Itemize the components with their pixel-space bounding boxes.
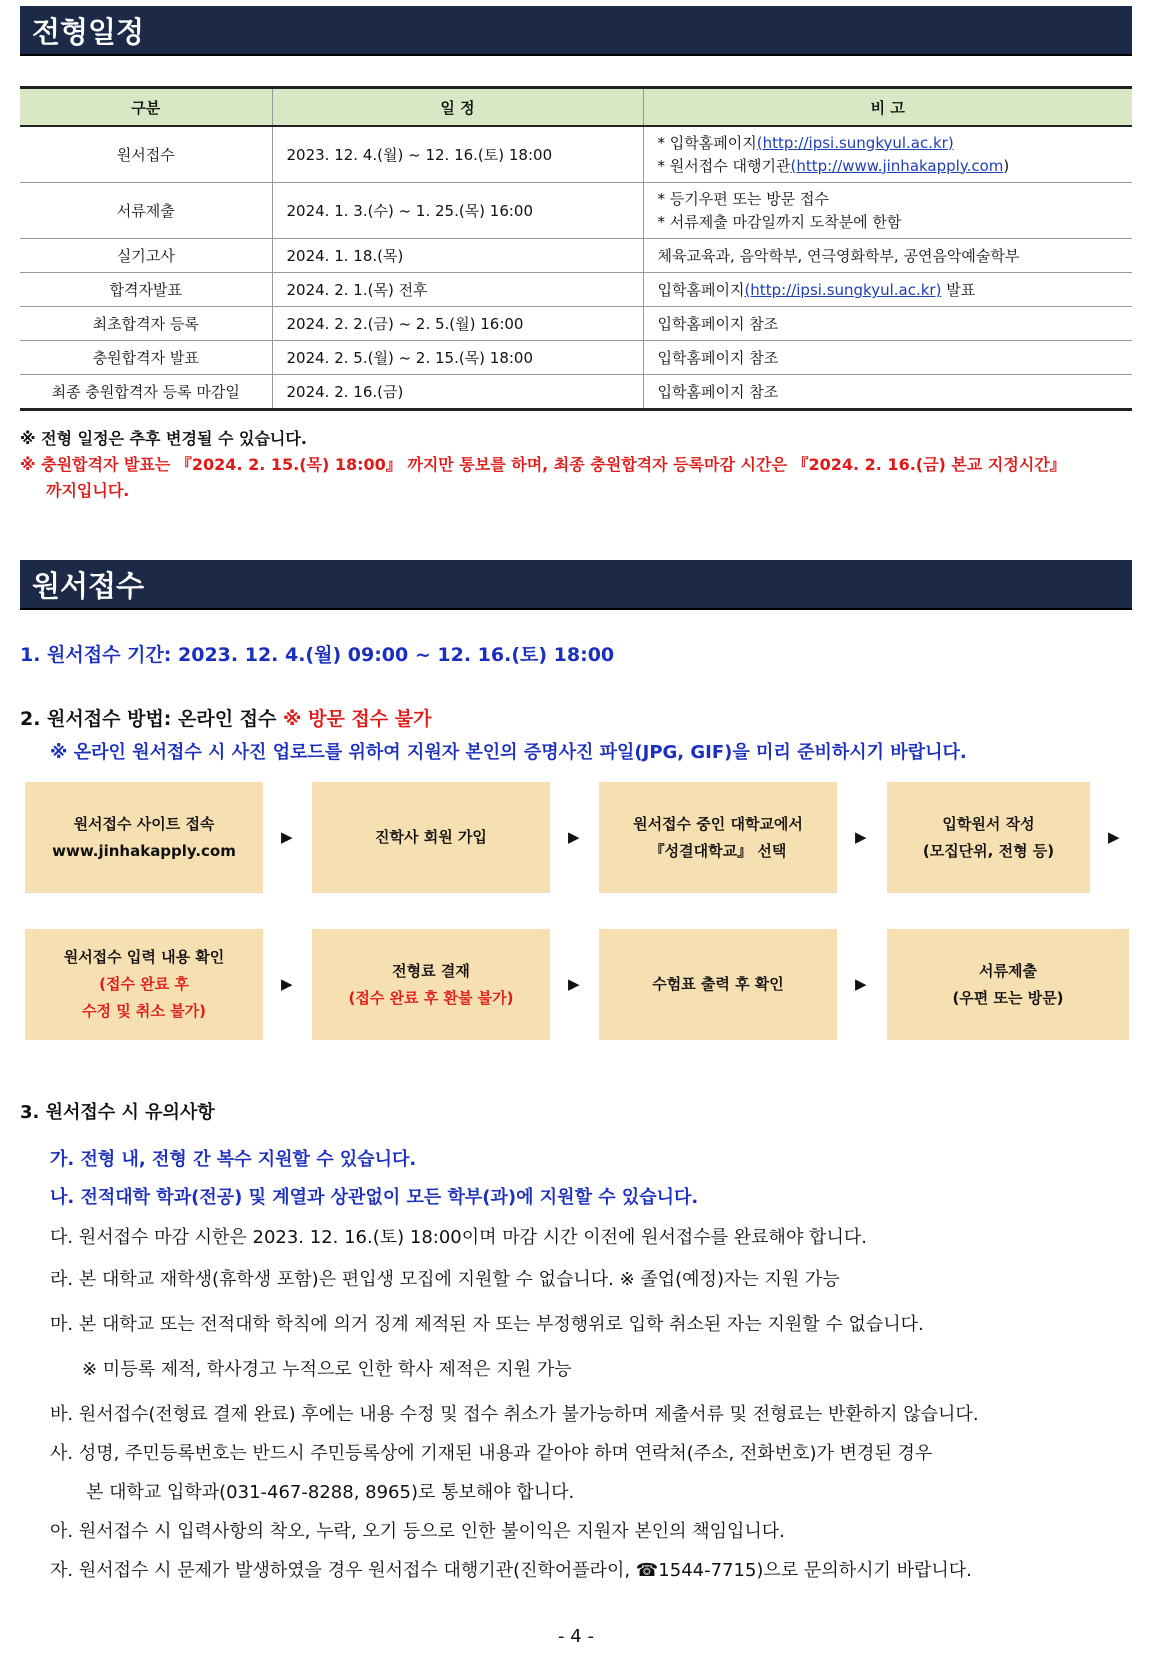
additional-admission-note-cont: 까지입니다. [46,481,130,500]
schedule-table [20,86,1132,411]
notes-cell: 입학홈페이지 참조 [643,375,1132,410]
flow-arrow: ▶ [1108,828,1120,846]
application-method-text: 2. 원서접수 방법: 온라인 접수 [20,708,277,730]
category-cell: 최종 충원합격자 등록 마감일 [20,375,272,410]
flow-arrow: ▶ [568,828,580,846]
caution-item: 라. 본 대학교 재학생(휴학생 포함)은 편입생 모집에 지원할 수 없습니다. ※ 졸업(예정)자는 지원 가능 [50,1269,840,1290]
note-text: * 원서접수 대행기관 [657,156,791,175]
note-text: ) [1003,156,1010,175]
date-cell: 2024. 1. 18.(목) [272,239,643,273]
caution-item: 바. 원서접수(전형료 결제 완료) 후에는 내용 수정 및 접수 취소가 불가능하며 제출서류 및 전형료는 반환하지 않습니다. [50,1404,979,1425]
section-title: 원서접수 [32,568,145,603]
date-cell: 2024. 2. 1.(목) 전후 [272,273,643,307]
notes-cell [643,126,1132,183]
step-text: 원서접수 사이트 접속 [73,814,215,833]
table-row [20,239,1132,273]
flow-step-submit-documents [887,929,1129,1040]
step-warning-text: 수정 및 취소 불가) [82,1002,206,1020]
caution-item: 사. 성명, 주민등록번호는 반드시 주민등록상에 기재된 내용과 같아야 하며 연락처(주소, 전화번호)가 변경된 경우 [50,1443,933,1464]
flow-step-signup [312,782,550,893]
category-cell: 충원합격자 발표 [20,341,272,375]
date-cell: 2024. 2. 2.(금) ~ 2. 5.(월) 16:00 [272,307,643,341]
additional-admission-note: ※ 충원합격자 발표는 『2024. 2. 15.(목) 18:00』 까지만 통보를 하며, 최종 충원합격자 등록마감 시간은 『2024. 2. 16.(금) 본교 지정시간』 [20,455,1066,474]
table-row [20,307,1132,341]
date-cell: 2024. 2. 5.(월) ~ 2. 15.(목) 18:00 [272,341,643,375]
schedule-notes [20,426,1132,504]
category-cell: 합격자발표 [20,273,272,307]
no-visit-warning: ※ 방문 접수 불가 [283,708,432,730]
flow-step-write-application [887,782,1090,893]
column-header: 구분 [20,88,272,127]
caution-item: 자. 원서접수 시 문제가 발생하였을 경우 원서접수 대행기관(진학어플라이, ☎1544-7715)으로 문의하시기 바랍니다. [50,1560,972,1581]
category-cell: 실기고사 [20,239,272,273]
note-text: * 입학홈페이지 [657,133,757,152]
category-cell: 서류제출 [20,183,272,239]
section-title: 전형일정 [32,14,145,49]
caution-item: 나. 전적대학 학과(전공) 및 계열과 상관없이 모든 학부(과)에 지원할 수 있습니다. [50,1187,699,1208]
cautions-title: 3. 원서접수 시 유의사항 [20,1102,215,1123]
step-text: 입학원서 작성 [942,814,1035,833]
note-text: * 등기우편 또는 방문 접수 [657,189,829,208]
step-warning-text: (접수 완료 후 [99,975,189,993]
column-header: 일 정 [272,88,643,127]
table-row [20,341,1132,375]
step-text: 『성결대학교』 선택 [649,841,787,860]
homepage-link[interactable]: (http://ipsi.sungkyul.ac.kr) [744,281,942,299]
step-text: 서류제출 [979,961,1037,980]
step-text: (우편 또는 방문) [952,988,1064,1007]
homepage-link[interactable]: (http://ipsi.sungkyul.ac.kr) [756,133,954,152]
step-text: 원서접수 중인 대학교에서 [633,814,803,833]
step-text: 전형료 결재 [392,961,470,980]
step-text: www.jinhakapply.com [52,841,236,860]
flow-arrow: ▶ [281,975,293,993]
section-header-application [20,560,1132,610]
section-header-schedule [20,6,1132,56]
notes-cell: 입학홈페이지 참조 [643,341,1132,375]
step-text: (모집단위, 전형 등) [922,841,1055,860]
category-cell: 최초합격자 등록 [20,307,272,341]
column-header: 비 고 [643,88,1132,127]
flow-step-select-university [599,782,837,893]
flow-arrow: ▶ [568,975,580,993]
flow-step-print-ticket [599,929,837,1040]
caution-item: 아. 원서접수 시 입력사항의 착오, 누락, 오기 등으로 인한 불이익은 지원자 본인의 책임입니다. [50,1521,785,1542]
flow-arrow: ▶ [855,975,867,993]
table-row [20,375,1132,410]
caution-item: 다. 원서접수 마감 시한은 2023. 12. 16.(토) 18:00이며 마감 시간 이전에 원서접수를 완료해야 합니다. [50,1227,867,1248]
notes-cell: 체육교육과, 음악학부, 연극영화학부, 공연음악예술학부 [643,239,1132,273]
flow-step-payment [312,929,550,1040]
jinhakapply-link[interactable]: (http://www.jinhakapply.com [790,156,1004,175]
table-row [20,126,1132,183]
photo-upload-note: ※ 온라인 원서접수 시 사진 업로드를 위하여 지원자 본인의 증명사진 파일(JPG, GIF)을 미리 준비하시기 바랍니다. [50,742,967,763]
date-cell: 2023. 12. 4.(월) ~ 12. 16.(토) 18:00 [272,126,643,183]
table-row [20,183,1132,239]
caution-item-cont: 본 대학교 입학과(031-467-8288, 8965)로 통보해야 합니다. [86,1482,575,1503]
notes-cell: 입학홈페이지 참조 [643,307,1132,341]
table-row [20,273,1132,307]
step-text: 수험표 출력 후 확인 [652,975,784,993]
step-text: 진학사 회원 가입 [375,828,487,846]
flow-arrow: ▶ [855,828,867,846]
step-text: 원서접수 입력 내용 확인 [63,948,225,966]
schedule-change-note: ※ 전형 일정은 추후 변경될 수 있습니다. [20,429,307,448]
flow-step-confirm-input [25,929,263,1040]
date-cell: 2024. 2. 16.(금) [272,375,643,410]
notes-cell [643,273,1132,307]
note-text: 발표 [941,281,976,299]
flow-arrow: ▶ [281,828,293,846]
caution-item: 가. 전형 내, 전형 간 복수 지원할 수 있습니다. [50,1149,417,1170]
table-header-row [20,88,1132,127]
notes-cell [643,183,1132,239]
caution-item: 마. 본 대학교 또는 전적대학 학칙에 의거 징계 제적된 자 또는 부정행위로 입학 취소된 자는 지원할 수 없습니다. [50,1314,924,1335]
page-number: - 4 - [558,1626,594,1647]
date-cell: 2024. 1. 3.(수) ~ 1. 25.(목) 16:00 [272,183,643,239]
step-warning-text: (접수 완료 후 환불 불가) [348,988,514,1007]
flow-step-site-access [25,782,263,893]
application-method [20,704,431,731]
note-text: * 서류제출 마감일까지 도착분에 한함 [657,212,902,231]
note-text: 입학홈페이지 [657,281,745,299]
caution-subitem: ※ 미등록 제적, 학사경고 누적으로 인한 학사 제적은 지원 가능 [82,1359,572,1380]
application-period: 1. 원서접수 기간: 2023. 12. 4.(월) 09:00 ~ 12. 16.(토) 18:00 [20,644,615,666]
category-cell: 원서접수 [20,126,272,183]
